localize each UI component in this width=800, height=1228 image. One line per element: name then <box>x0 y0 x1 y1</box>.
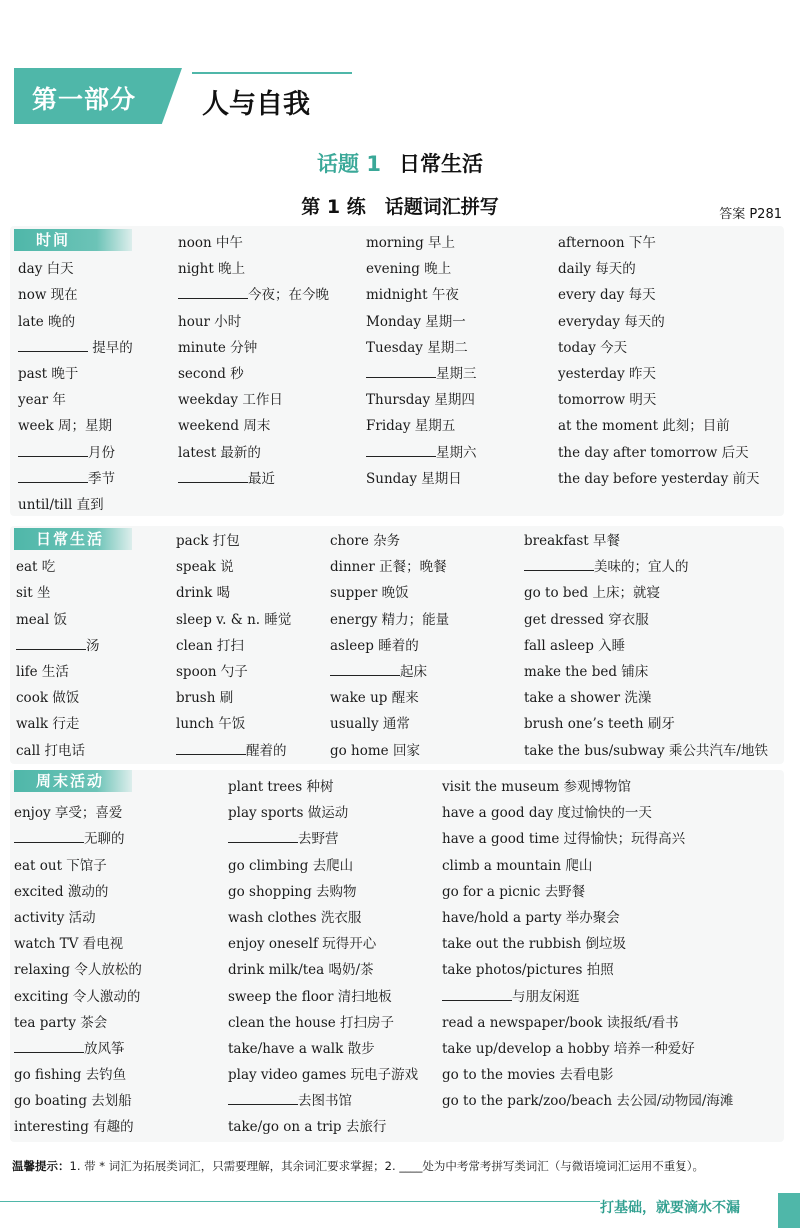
vocab-entry: now 现在 <box>18 287 78 304</box>
vocab-entry: breakfast 早餐 <box>524 533 621 549</box>
vocab-entry: Monday 星期一 <box>366 313 466 330</box>
vocab-entry <box>18 466 133 492</box>
vocab-meaning: 汤 <box>86 637 100 654</box>
vocab-entry: meal 饭 <box>16 611 67 628</box>
fill-in-blank <box>366 364 436 378</box>
vocab-meaning: 醒着的 <box>246 742 287 759</box>
vocab-entry: eat 吃 <box>16 559 56 576</box>
vocab-meaning: 与朋友闲逛 <box>512 988 580 1005</box>
vocab-entry: every day 每天 <box>558 287 656 304</box>
vocab-entry: enjoy oneself 玩得开心 <box>228 936 377 953</box>
vocab-entry: morning 早上 <box>366 235 456 251</box>
vocab-entry: today 今天 <box>558 339 628 356</box>
vocab-meaning: 今夜；在今晚 <box>248 287 329 304</box>
vocab-entry: brush 刷 <box>176 690 234 707</box>
vocab-entry: sweep the floor 清扫地板 <box>228 988 392 1005</box>
vocab-entry: make the bed 铺床 <box>524 663 649 680</box>
section-time <box>10 226 784 516</box>
vocab-entry: everyday 每天的 <box>558 313 665 330</box>
fill-in-blank <box>14 1039 84 1053</box>
empty-slot <box>16 528 100 554</box>
empty-slot <box>14 774 142 800</box>
topic-heading <box>0 148 800 178</box>
vocab-entry: speak 说 <box>176 559 234 576</box>
vocab-meaning: 星期六 <box>436 444 477 461</box>
vocab-entry: wake up 醒来 <box>330 690 419 707</box>
fill-in-blank <box>330 662 400 676</box>
topic-name: 日常生活 <box>398 152 483 176</box>
vocab-entry: spoon 勺子 <box>176 663 248 680</box>
fill-in-blank <box>14 829 84 843</box>
vocab-entry: afternoon 下午 <box>558 235 656 251</box>
vocab-entry: take out the rubbish 倒垃圾 <box>442 936 627 953</box>
vocab-entry: go climbing 去爬山 <box>228 857 354 874</box>
vocab-entry <box>178 466 329 492</box>
vocab-entry: go for a picnic 去野餐 <box>442 883 586 900</box>
slogan: 打基础，就要滴水不漏 <box>600 1200 740 1216</box>
vocab-entry: weekend 周末 <box>178 418 271 435</box>
vocab-entry <box>366 440 477 466</box>
word-column <box>18 230 133 518</box>
vocab-entry <box>176 738 291 764</box>
vocab-entry: energy 精力；能量 <box>330 611 450 628</box>
part-banner <box>14 64 354 126</box>
vocab-entry: past 晚于 <box>18 365 79 382</box>
vocab-entry: get dressed 穿衣服 <box>524 611 649 628</box>
vocab-entry <box>228 1088 418 1114</box>
part-label: 第一部分 <box>32 85 137 114</box>
section-tab: 日常生活 <box>14 528 132 550</box>
fill-in-blank <box>366 443 436 457</box>
fill-in-blank <box>18 469 88 483</box>
word-column <box>524 528 768 764</box>
vocab-entry: interesting 有趣的 <box>14 1119 134 1136</box>
vocab-entry <box>14 826 142 852</box>
fill-in-blank <box>228 829 298 843</box>
vocab-meaning: 放风筝 <box>84 1040 125 1057</box>
word-column <box>330 528 449 764</box>
answer-reference: 答案 P281 <box>719 207 782 222</box>
section-daily-life <box>10 526 784 764</box>
vocab-entry: midnight 午夜 <box>366 287 459 304</box>
vocab-entry: eat out 下馆子 <box>14 857 107 874</box>
vocab-entry: exciting 令人激动的 <box>14 988 141 1005</box>
fill-in-blank <box>178 469 248 483</box>
vocab-entry: watch TV 看电视 <box>14 936 124 953</box>
vocab-entry: sit 坐 <box>16 585 51 602</box>
vocab-entry: clean 打扫 <box>176 637 244 654</box>
vocab-entry: go shopping 去购物 <box>228 883 357 900</box>
vocab-entry: read a newspaper/book 读报纸/看书 <box>442 1014 679 1031</box>
section-tab: 周末活动 <box>14 770 132 792</box>
vocab-entry: climb a mountain 爬山 <box>442 857 593 874</box>
vocab-entry: year 年 <box>18 392 66 409</box>
vocab-entry: fall asleep 入睡 <box>524 637 626 654</box>
vocab-entry: have/hold a party 举办聚会 <box>442 909 620 926</box>
word-column <box>178 230 329 492</box>
vocab-entry <box>16 633 100 659</box>
vocab-meaning: 无聊的 <box>84 831 125 848</box>
vocab-entry: sleep v. & n. 睡觉 <box>176 611 292 628</box>
vocab-entry <box>524 554 768 580</box>
footer-tip <box>12 1158 704 1174</box>
vocab-entry: go fishing 去钓鱼 <box>14 1067 127 1084</box>
vocab-meaning: 星期三 <box>436 365 477 382</box>
vocab-entry: at the moment 此刻；目前 <box>558 418 730 435</box>
part-rule <box>192 72 352 74</box>
vocab-entry: lunch 午饭 <box>176 716 246 733</box>
word-column <box>366 230 477 492</box>
vocab-entry: weekday 工作日 <box>178 392 283 409</box>
vocab-entry: clean the house 打扫房子 <box>228 1014 395 1031</box>
fill-in-blank <box>228 1091 298 1105</box>
vocab-entry: noon 中午 <box>178 235 243 251</box>
vocab-entry: go to bed 上床；就寝 <box>524 585 660 602</box>
vocab-entry: wash clothes 洗衣服 <box>228 909 362 926</box>
vocab-entry: Thursday 星期四 <box>366 392 475 409</box>
vocab-entry <box>18 335 133 361</box>
vocab-entry: late 晚的 <box>18 313 76 330</box>
vocab-entry: activity 活动 <box>14 909 96 926</box>
word-column <box>442 774 733 1114</box>
section-weekend-activities <box>10 770 784 1142</box>
vocab-entry: until/till 直到 <box>18 496 104 513</box>
vocab-entry: walk 行走 <box>16 716 80 733</box>
fill-in-blank <box>18 443 88 457</box>
fill-in-blank <box>176 741 246 755</box>
exercise-title: 第 1 练 话题词汇拼写 <box>301 196 499 218</box>
word-column <box>16 528 100 764</box>
vocab-entry <box>18 440 133 466</box>
vocab-entry: play sports 做运动 <box>228 805 349 822</box>
vocab-meaning: 去野营 <box>298 831 339 848</box>
vocab-entry: chore 杂务 <box>330 533 401 549</box>
vocab-entry: asleep 睡着的 <box>330 637 419 654</box>
word-column <box>228 774 418 1141</box>
vocab-entry: second 秒 <box>178 365 244 382</box>
fill-in-blank <box>442 987 512 1001</box>
fill-in-blank <box>178 285 248 299</box>
tip-label: 温馨提示： <box>12 1159 70 1173</box>
section-tab: 时间 <box>14 229 132 251</box>
vocab-meaning: 月份 <box>88 444 115 461</box>
vocab-entry: week 周；星期 <box>18 418 113 435</box>
vocab-entry <box>366 361 477 387</box>
vocab-entry: night 晚上 <box>178 261 246 278</box>
vocab-entry: call 打电话 <box>16 742 86 759</box>
bottom-rule <box>0 1201 600 1202</box>
topic-number: 话题 1 <box>317 152 381 176</box>
vocab-entry: go to the park/zoo/beach 去公园/动物园/海滩 <box>442 1093 734 1110</box>
vocab-entry: day 白天 <box>18 261 74 278</box>
vocab-entry: dinner 正餐；晚餐 <box>330 559 447 576</box>
vocab-meaning: 最近 <box>248 470 275 487</box>
vocab-entry <box>178 282 329 308</box>
fill-in-blank <box>18 338 88 352</box>
vocab-entry: go boating 去划船 <box>14 1093 132 1110</box>
vocab-meaning: 去图书馆 <box>298 1093 352 1110</box>
vocab-entry: Friday 星期五 <box>366 418 456 435</box>
vocab-entry: take photos/pictures 拍照 <box>442 962 614 979</box>
vocab-entry: go to the movies 去看电影 <box>442 1067 614 1084</box>
vocab-entry: enjoy 享受；喜爱 <box>14 805 123 822</box>
vocab-entry: take/have a walk 散步 <box>228 1040 375 1057</box>
vocab-entry: the day after tomorrow 后天 <box>558 444 749 461</box>
vocab-entry: supper 晚饭 <box>330 585 409 602</box>
word-column <box>176 528 291 764</box>
vocab-meaning: 起床 <box>400 663 427 680</box>
vocab-entry: drink milk/tea 喝奶/茶 <box>228 962 374 979</box>
vocab-entry: minute 分钟 <box>178 339 258 356</box>
vocab-entry <box>330 659 449 685</box>
vocab-entry: tea party 茶会 <box>14 1014 108 1031</box>
vocab-entry: take a shower 洗澡 <box>524 690 652 707</box>
vocab-entry: pack 打包 <box>176 533 240 549</box>
vocab-entry: daily 每天的 <box>558 261 636 278</box>
bottom-bar <box>0 1193 800 1228</box>
vocab-entry: tomorrow 明天 <box>558 392 657 409</box>
vocab-meaning: 提早的 <box>88 339 133 356</box>
vocab-entry: take up/develop a hobby 培养一种爱好 <box>442 1040 695 1057</box>
vocab-entry: life 生活 <box>16 663 69 680</box>
empty-slot <box>18 230 133 256</box>
vocab-entry: excited 激动的 <box>14 883 109 900</box>
part-title: 人与自我 <box>202 89 310 120</box>
vocab-entry: usually 通常 <box>330 716 410 733</box>
vocab-entry: have a good time 过得愉快；玩得高兴 <box>442 831 686 848</box>
vocab-entry <box>228 826 418 852</box>
vocab-entry: cook 做饭 <box>16 690 80 707</box>
vocab-entry: take the bus/subway 乘公共汽车/地铁 <box>524 742 768 759</box>
vocab-entry: play video games 玩电子游戏 <box>228 1067 419 1084</box>
vocab-entry: hour 小时 <box>178 313 242 330</box>
vocab-entry: visit the museum 参观博物馆 <box>442 779 632 795</box>
vocab-entry: take/go on a trip 去旅行 <box>228 1119 387 1136</box>
vocab-entry: brush one’s teeth 刷牙 <box>524 716 675 733</box>
vocab-entry: Sunday 星期日 <box>366 470 462 487</box>
vocab-meaning: 季节 <box>88 470 115 487</box>
fill-in-blank <box>524 557 594 571</box>
vocab-entry <box>442 984 733 1010</box>
vocab-entry: plant trees 种树 <box>228 779 334 795</box>
vocab-entry: go home 回家 <box>330 742 420 759</box>
vocab-entry: evening 晚上 <box>366 261 452 278</box>
word-column <box>558 230 760 492</box>
vocab-entry: relaxing 令人放松的 <box>14 962 142 979</box>
vocab-entry: drink 喝 <box>176 585 231 602</box>
vocab-entry: yesterday 昨天 <box>558 365 657 382</box>
word-column <box>14 774 142 1141</box>
vocab-entry <box>14 1036 142 1062</box>
vocab-entry: Tuesday 星期二 <box>366 339 468 356</box>
vocab-meaning: 美味的；宜人的 <box>594 559 689 576</box>
vocab-entry: have a good day 度过愉快的一天 <box>442 805 652 822</box>
vocab-entry: the day before yesterday 前天 <box>558 470 760 487</box>
vocab-entry: latest 最新的 <box>178 444 261 461</box>
page-corner <box>778 1193 800 1228</box>
fill-in-blank <box>16 636 86 650</box>
tip-text: 1. 带 * 词汇为拓展类词汇，只需要理解，其余词汇要求掌握；2. ____处为中考常考拼写类词汇（与微语境词汇运用不重复）。 <box>69 1159 705 1173</box>
